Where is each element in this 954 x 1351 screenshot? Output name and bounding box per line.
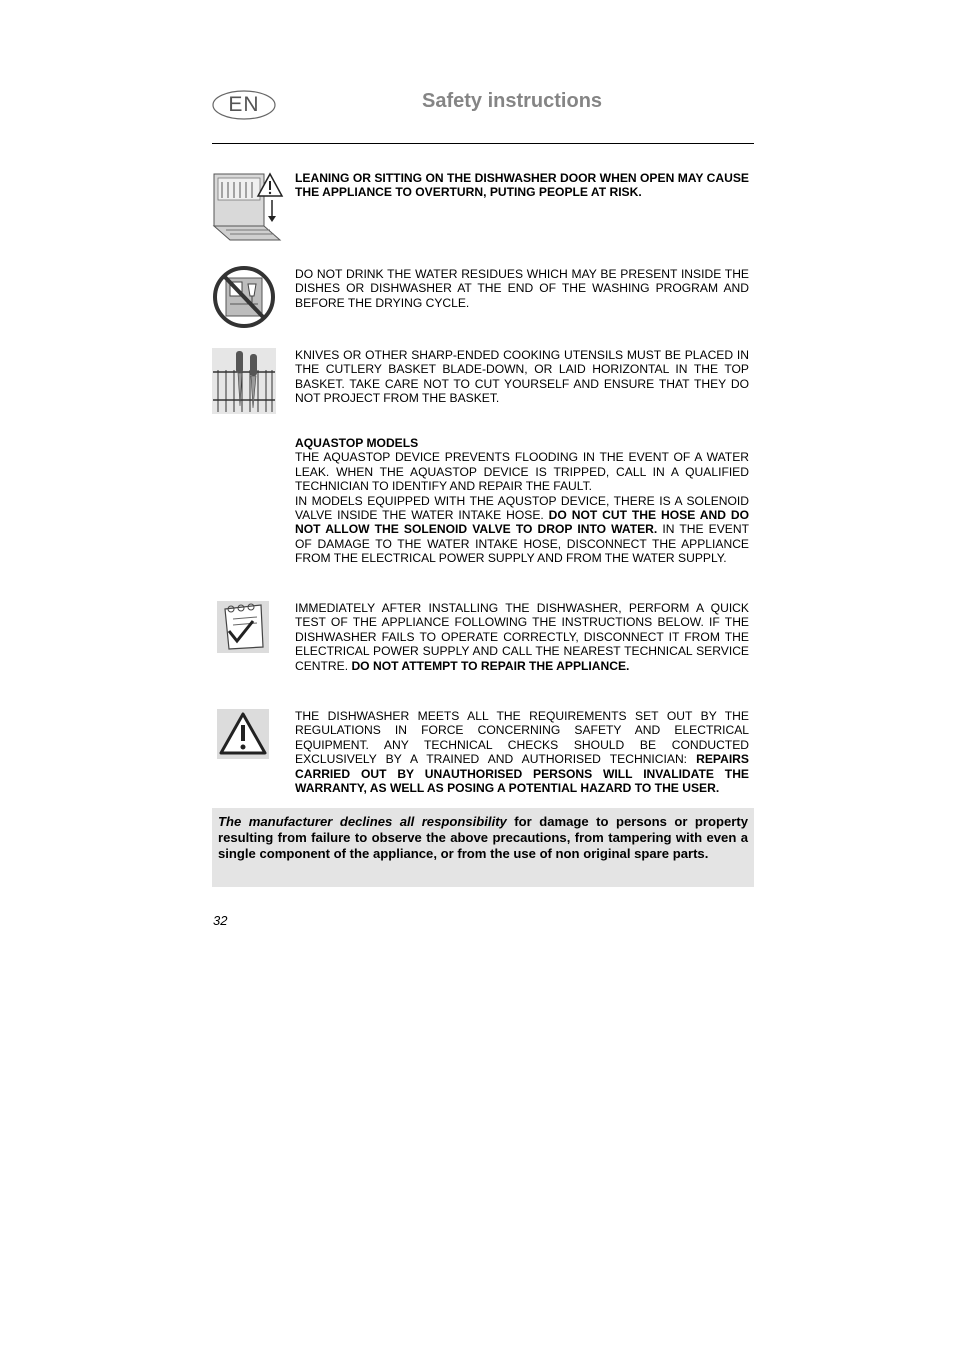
regulations-bold: REPAIRS CARRIED OUT BY UNAUTHORISED PERSONS WILL INVALIDATE THE WARRANTY, AS WELL AS POSING A POTENTIAL HAZARD TO THE USER. <box>295 752 749 796</box>
safety-item-knives <box>212 348 754 416</box>
aquastop-section <box>295 436 749 566</box>
dishwasher-door-warning-icon <box>212 168 286 244</box>
regulations-text <box>295 709 749 795</box>
safety-item-regulations <box>212 709 754 797</box>
test-instruction-text <box>295 601 749 673</box>
safety-item-aquastop <box>212 436 754 582</box>
page-header <box>212 86 754 146</box>
checklist-icon <box>217 601 275 655</box>
no-drinking-icon <box>212 264 278 330</box>
liability-italic: The manufacturer declines all responsibility <box>218 814 507 829</box>
aquastop-tail: IN THE EVENT OF DAMAGE TO THE WATER INTAKE HOSE, DISCONNECT THE APPLIANCE FROM THE ELECTRICAL POWER SUPPLY AND FROM THE WATER SUPPLY. <box>295 522 749 566</box>
page-title: Safety instructions <box>422 90 603 112</box>
language-badge <box>212 89 276 119</box>
door-warning-bold: LEANING OR SITTING ON THE DISHWASHER DOOR WHEN OPEN MAY CAUSE THE APPLIANCE TO OVERTURN, PUTING PEOPLE AT RISK. <box>295 171 749 200</box>
knives-basket-icon <box>212 348 278 416</box>
liability-notice <box>212 808 754 887</box>
test-bold: DO NOT ATTEMPT TO REPAIR THE APPLIANCE. <box>351 658 630 673</box>
liability-body: for damage to persons or property resulting from failure to observe the above precautions, from tampering with even a single component of the appliance, or from the use of non original spare parts. <box>218 814 748 861</box>
safety-item-water <box>212 264 754 330</box>
header-rule <box>212 143 754 144</box>
aquastop-paragraph-1: THE AQUASTOP DEVICE PREVENTS FLOODING IN THE EVENT OF A WATER LEAK. WHEN THE AQUASTOP DEVICE IS TRIPPED, CALL IN A QUALIFIED TECHNICIAN TO IDENTIFY AND REPAIR THE FAULT. <box>295 450 749 494</box>
aquastop-bold: DO NOT CUT THE HOSE AND DO NOT ALLOW THE SOLENOID VALVE TO DROP INTO WATER. <box>295 508 749 537</box>
safety-item-door <box>212 168 754 244</box>
knives-warning-text: KNIVES OR OTHER SHARP-ENDED COOKING UTENSILS MUST BE PLACED IN THE CUTLERY BASKET BLADE-DOWN, OR LAID HORIZONTAL IN THE TOP BASKET. TAKE CARE NOT TO CUT YOURSELF AND ENSURE THAT THEY DO NOT PROJECT FROM THE BASKET. <box>295 348 749 406</box>
safety-item-test <box>212 601 754 691</box>
aquastop-heading: AQUASTOP MODELS <box>295 436 419 450</box>
regulations-body: THE DISHWASHER MEETS ALL THE REQUIREMENTS SET OUT BY THE REGULATIONS IN FORCE CONCERNING SAFETY AND ELECTRICAL EQUIPMENT. ANY TECHNICAL CHECKS SHOULD BE CONDUCTED EXCLUSIVELY BY A TRAINED AND AUTHORISED TECHNICIAN: <box>295 709 749 767</box>
aquastop-paragraph-2 <box>295 494 749 566</box>
test-text: IMMEDIATELY AFTER INSTALLING THE DISHWASHER, PERFORM A QUICK TEST OF THE APPLIANCE FOLLOWING THE INSTRUCTIONS BELOW. IF THE DISHWASHER FAILS TO OPERATE CORRECTLY, DISCONNECT IT FROM THE ELECTRICAL POWER SUPPLY AND CALL THE NEAREST TECHNICAL SERVICE CENTRE. <box>295 601 749 673</box>
page-number: 32 <box>213 913 228 928</box>
liability-notice-text <box>218 814 748 862</box>
aquastop-text: IN MODELS EQUIPPED WITH THE AQUSTOP DEVICE, THERE IS A SOLENOID VALVE INSIDE THE WATER INTAKE HOSE. <box>295 493 749 523</box>
language-code: EN <box>228 93 260 116</box>
water-warning-text: DO NOT DRINK THE WATER RESIDUES WHICH MAY BE PRESENT INSIDE THE DISHES OR DISHWASHER AT THE END OF THE WASHING PROGRAM AND BEFORE THE DRYING CYCLE. <box>295 267 749 310</box>
warning-triangle-icon <box>217 709 275 761</box>
door-warning-text <box>295 171 749 200</box>
